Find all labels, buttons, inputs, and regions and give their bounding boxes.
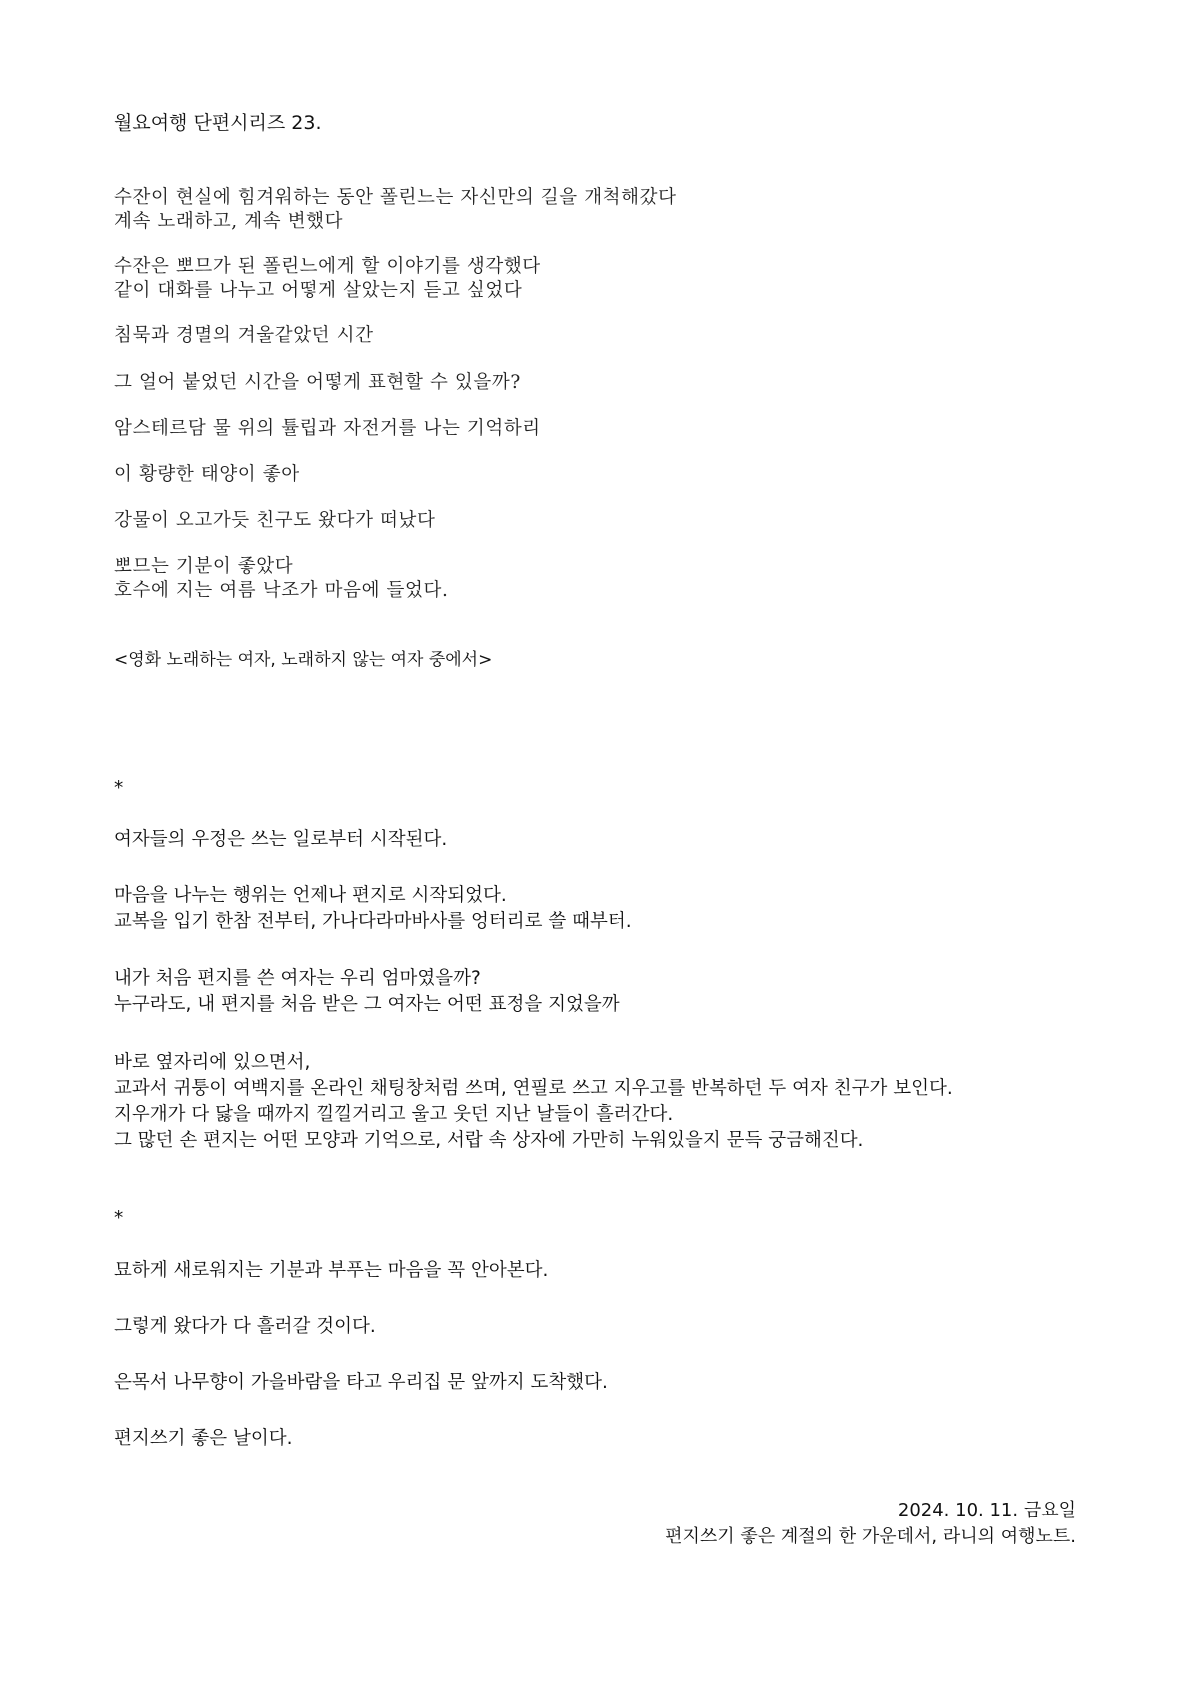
- poem-line: 같이 대화를 나누고 어떻게 살았는지 듣고 싶었다: [114, 280, 523, 301]
- poem-line: 수잔이 현실에 힘겨워하는 동안 폴린느는 자신만의 길을 개척해갔다: [114, 187, 677, 208]
- signature-note: 편지쓰기 좋은 계절의 한 가운데서, 라니의 여행노트.: [665, 1526, 1076, 1547]
- paragraph-line: 바로 옆자리에 있으면서,: [114, 1052, 311, 1073]
- poem-line: 침묵과 경멸의 겨울같았던 시간: [114, 325, 374, 346]
- poem-line: 호수에 지는 여름 낙조가 마음에 들었다.: [114, 580, 449, 601]
- paragraph-line: 마음을 나누는 행위는 언제나 편지로 시작되었다.: [114, 885, 507, 906]
- signature-date: 2024. 10. 11. 금요일: [897, 1500, 1076, 1521]
- paragraph-line: 편지쓰기 좋은 날이다.: [114, 1428, 293, 1449]
- poem-line: 이 황량한 태양이 좋아: [114, 464, 300, 485]
- poem-line: 계속 노래하고, 계속 변했다: [114, 211, 344, 232]
- poem-line: 수잔은 뽀므가 된 폴린느에게 할 이야기를 생각했다: [114, 256, 541, 277]
- source-citation: <영화 노래하는 여자, 노래하지 않는 여자 중에서>: [114, 650, 493, 670]
- poem-line: 암스테르담 물 위의 튤립과 자전거를 나는 기억하리: [114, 418, 541, 439]
- section-divider: *: [114, 778, 124, 799]
- paragraph-line: 묘하게 새로워지는 기분과 부푸는 마음을 꼭 안아본다.: [114, 1260, 549, 1281]
- paragraph-line: 내가 처음 편지를 쓴 여자는 우리 엄마였을까?: [114, 968, 481, 989]
- poem-line: 강물이 오고가듯 친구도 왔다가 떠났다: [114, 510, 436, 531]
- paragraph-line: 은목서 나무향이 가을바람을 타고 우리집 문 앞까지 도착했다.: [114, 1372, 608, 1393]
- poem-line: 그 얼어 붙었던 시간을 어떻게 표현할 수 있을까?: [114, 372, 521, 393]
- paragraph-line: 교복을 입기 한참 전부터, 가나다라마바사를 엉터리로 쓸 때부터.: [114, 911, 632, 932]
- paragraph-line: 그 많던 손 편지는 어떤 모양과 기억으로, 서랍 속 상자에 가만히 누워있을지 문득 궁금해진다.: [114, 1130, 864, 1151]
- paragraph-line: 교과서 귀퉁이 여백지를 온라인 채팅창처럼 쓰며, 연필로 쓰고 지우고를 반복하던 두 여자 친구가 보인다.: [114, 1078, 953, 1099]
- paragraph-line: 누구라도, 내 편지를 처음 받은 그 여자는 어떤 표정을 지었을까: [114, 994, 620, 1015]
- poem-line: 뽀므는 기분이 좋았다: [114, 556, 294, 577]
- paragraph-line: 그렇게 왔다가 다 흘러갈 것이다.: [114, 1316, 376, 1337]
- paragraph-line: 지우개가 다 닳을 때까지 낄낄거리고 울고 웃던 지난 날들이 흘러간다.: [114, 1104, 674, 1125]
- section-divider: *: [114, 1208, 124, 1229]
- paragraph-line: 여자들의 우정은 쓰는 일로부터 시작된다.: [114, 829, 448, 850]
- document-title: 월요여행 단편시리즈 23.: [114, 112, 322, 134]
